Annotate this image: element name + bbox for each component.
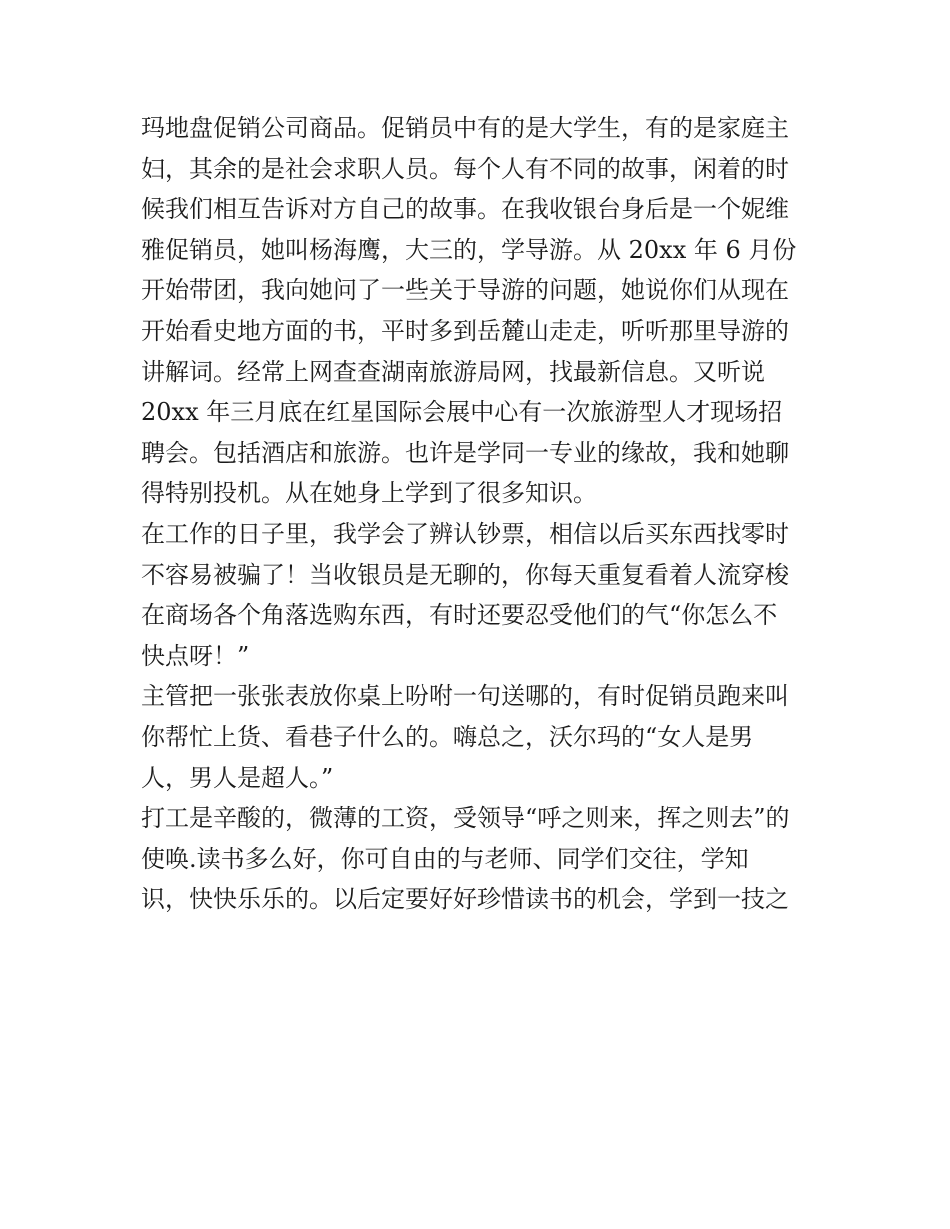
text-line: 快点呀！” [141, 641, 250, 670]
text-line: 识，快快乐乐的。以后定要好好珍惜读书的机会，学到一技之 [141, 885, 789, 914]
text-line: 开始带团，我向她问了一些关于导游的问题，她说你们从现在 [141, 276, 789, 305]
document-body [141, 108, 821, 920]
text-line: 在商场各个角落选购东西，有时还要忍受他们的气“你怎么不 [141, 601, 778, 630]
text-line: 玛地盘促销公司商品。促销员中有的是大学生，有的是家庭主 [141, 114, 789, 142]
text-line: 20xx 年三月底在红星国际会展中心有一次旅游型人才现场招 [141, 398, 783, 427]
text-line: 你帮忙上货、看巷子什么的。嗨总之，沃尔玛的“女人是男 [141, 722, 754, 751]
text-line: 主管把一张张表放你桌上吩咐一句送哪的，有时促销员跑来叫 [141, 682, 789, 711]
text-line: 妇，其余的是社会求职人员。每个人有不同的故事，闲着的时 [141, 154, 789, 183]
text-line: 聘会。包括酒店和旅游。也许是学同一专业的缘故，我和她聊 [141, 438, 789, 467]
text-line: 讲解词。经常上网查查湖南旅游局网，找最新信息。又听说 [141, 357, 765, 386]
text-line: 人，男人是超人。” [141, 763, 334, 792]
text-line: 打工是辛酸的，微薄的工资，受领导“呼之则来，挥之则去”的 [141, 804, 790, 833]
text-line: 开始看史地方面的书，平时多到岳麓山走走，听听那里导游的 [141, 316, 789, 345]
text-line: 候我们相互告诉对方自己的故事。在我收银台身后是一个妮维 [141, 195, 789, 224]
text-line: 使唤.读书多么好，你可自由的与老师、同学们交往，学知 [141, 844, 749, 873]
text-line: 得特别投机。从在她身上学到了很多知识。 [141, 479, 597, 508]
text-line: 雅促销员，她叫杨海鹰，大三的，学导游。从 20xx 年 6 月份 [141, 235, 797, 264]
text-line: 不容易被骗了！当收银员是无聊的，你每天重复看着人流穿梭 [141, 560, 789, 589]
text-line: 在工作的日子里，我学会了辨认钞票，相信以后买东西找零时 [141, 519, 789, 548]
